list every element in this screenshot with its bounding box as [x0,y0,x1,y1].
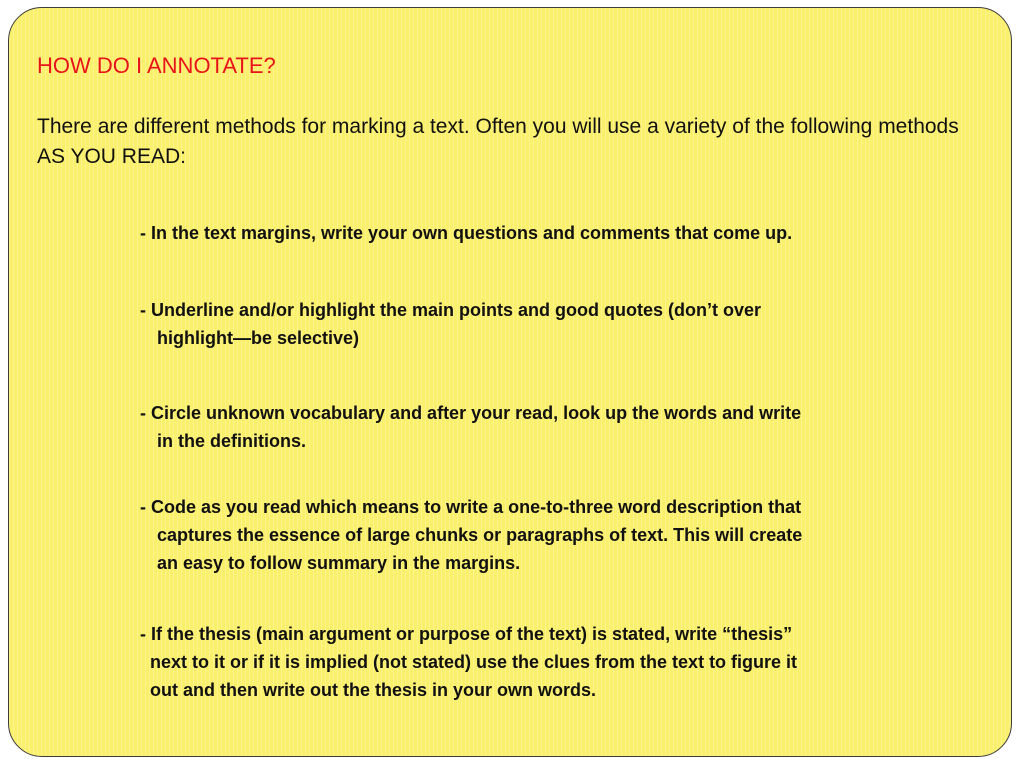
bullet-line: out and then write out the thesis in your own words. [150,680,597,700]
intro-paragraph: There are different methods for marking a text. Often you will use a variety of the following methods AS YOU READ: [37,115,959,168]
bullet-line: - Circle unknown vocabulary and after your read, look up the words and write [140,403,802,423]
bullet-underline-highlight [140,296,761,352]
slide-panel [8,7,1012,757]
bullet-line: - Code as you read which means to write a one-to-three word description that [140,497,802,517]
bullet-code-as-you-read [140,493,802,577]
bullet-line: captures the essence of large chunks or paragraphs of text. This will create [157,525,803,545]
bullet-line: in the definitions. [157,431,306,451]
bullet-line: highlight—be selective) [157,328,360,348]
bullet-line: - If the thesis (main argument or purpose of the text) is stated, write “thesis” [140,624,793,644]
bullet-line: - In the text margins, write your own questions and comments that come up. [140,223,793,243]
slide-title: HOW DO I ANNOTATE? [37,53,276,78]
bullet-line: next to it or if it is implied (not stated) use the clues from the text to figure it [150,652,798,672]
bullet-line: an easy to follow summary in the margins. [157,553,521,573]
bullet-circle-vocabulary [140,399,801,455]
bullet-margin-questions [140,219,792,247]
bullet-thesis [140,620,797,704]
bullet-line: - Underline and/or highlight the main points and good quotes (don’t over [140,300,761,320]
